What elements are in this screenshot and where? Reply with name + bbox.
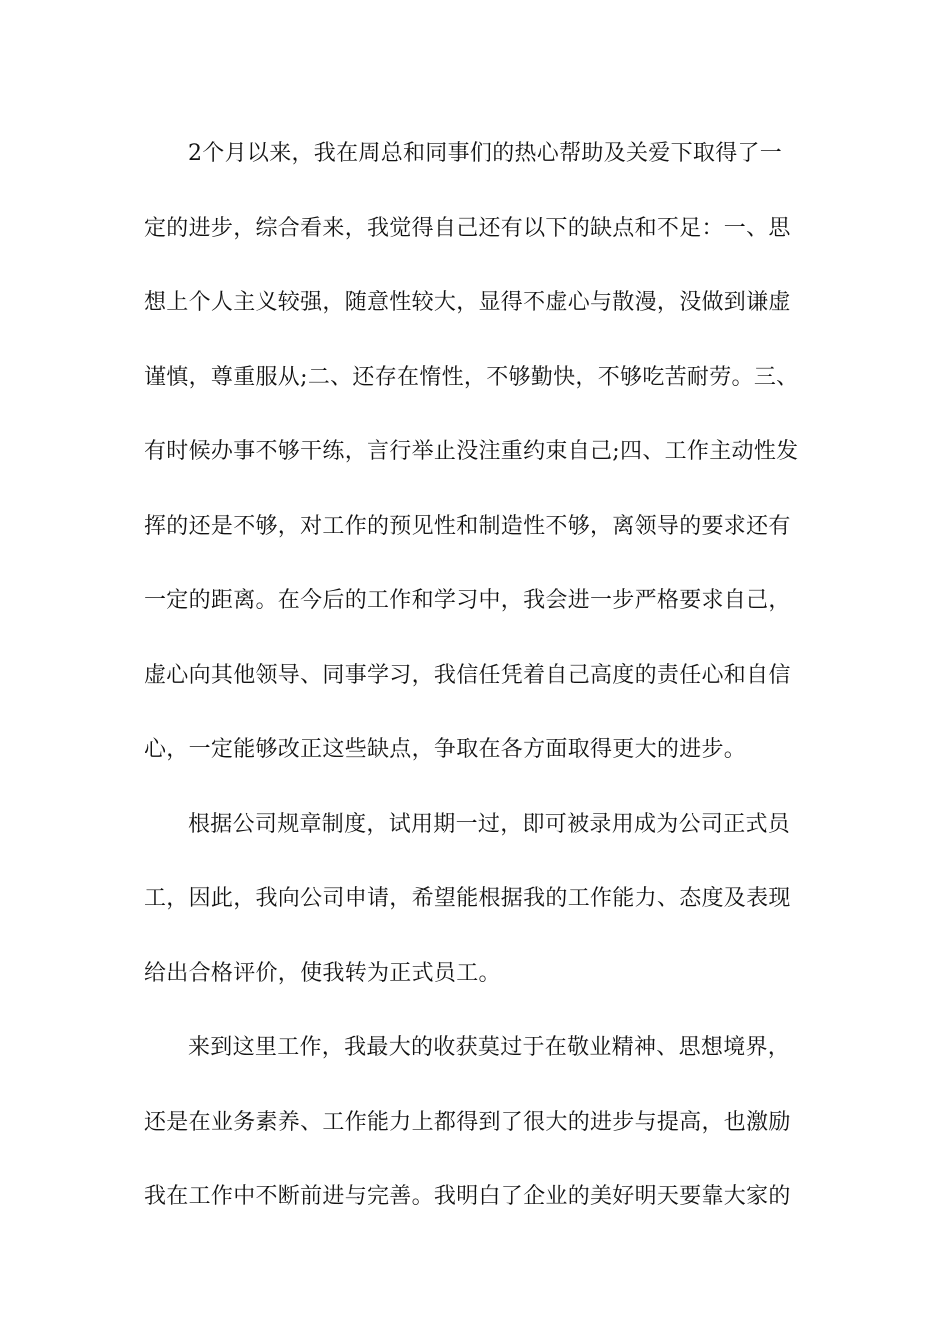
paragraph-1-line-5: 有时候办事不够干练，言行举止没注重约束自己;四、工作主动性发 — [144, 439, 799, 464]
paragraph-1-line-9: 心，一定能够改正这些缺点，争取在各方面取得更大的进步。 — [144, 737, 747, 762]
document-body — [144, 126, 809, 1244]
paragraph-2-line-2: 工，因此，我向公司申请，希望能根据我的工作能力、态度及表现 — [144, 886, 791, 911]
paragraph-1-line-8: 虚心向其他领导、同事学习，我信任凭着自己高度的责任心和自信 — [144, 662, 791, 688]
paragraph-1-line-2: 定的进步，综合看来，我觉得自己还有以下的缺点和不足：一、思 — [144, 215, 791, 241]
paragraph-2-line-1: 根据公司规章制度，试用期一过，即可被录用成为公司正式员 — [188, 811, 791, 837]
paragraph-1-line-1: 2个月以来，我在周总和同事们的热心帮助及关爱下取得了一 — [188, 141, 783, 166]
paragraph-1-line-6: 挥的还是不够，对工作的预见性和制造性不够，离领导的要求还有 — [144, 513, 791, 539]
paragraph-3-line-1: 来到这里工作，我最大的收获莫过于在敬业精神、思想境界， — [188, 1035, 791, 1060]
paragraph-1-line-7: 一定的距离。在今后的工作和学习中，我会进一步严格要求自己， — [144, 588, 791, 613]
paragraph-3-line-3: 我在工作中不断前进与完善。我明白了企业的美好明天要靠大家的 — [144, 1184, 791, 1209]
paragraph-1-line-4: 谨慎，尊重服从;二、还存在惰性，不够勤快，不够吃苦耐劳。三、 — [144, 364, 799, 390]
paragraph-2-line-3: 给出合格评价，使我转为正式员工。 — [144, 960, 501, 986]
paragraph-1-line-3: 想上个人主义较强，随意性较大，显得不虚心与散漫，没做到谦虚 — [144, 290, 791, 315]
paragraph-3-line-2: 还是在业务素养、工作能力上都得到了很大的进步与提高，也激励 — [144, 1109, 791, 1135]
